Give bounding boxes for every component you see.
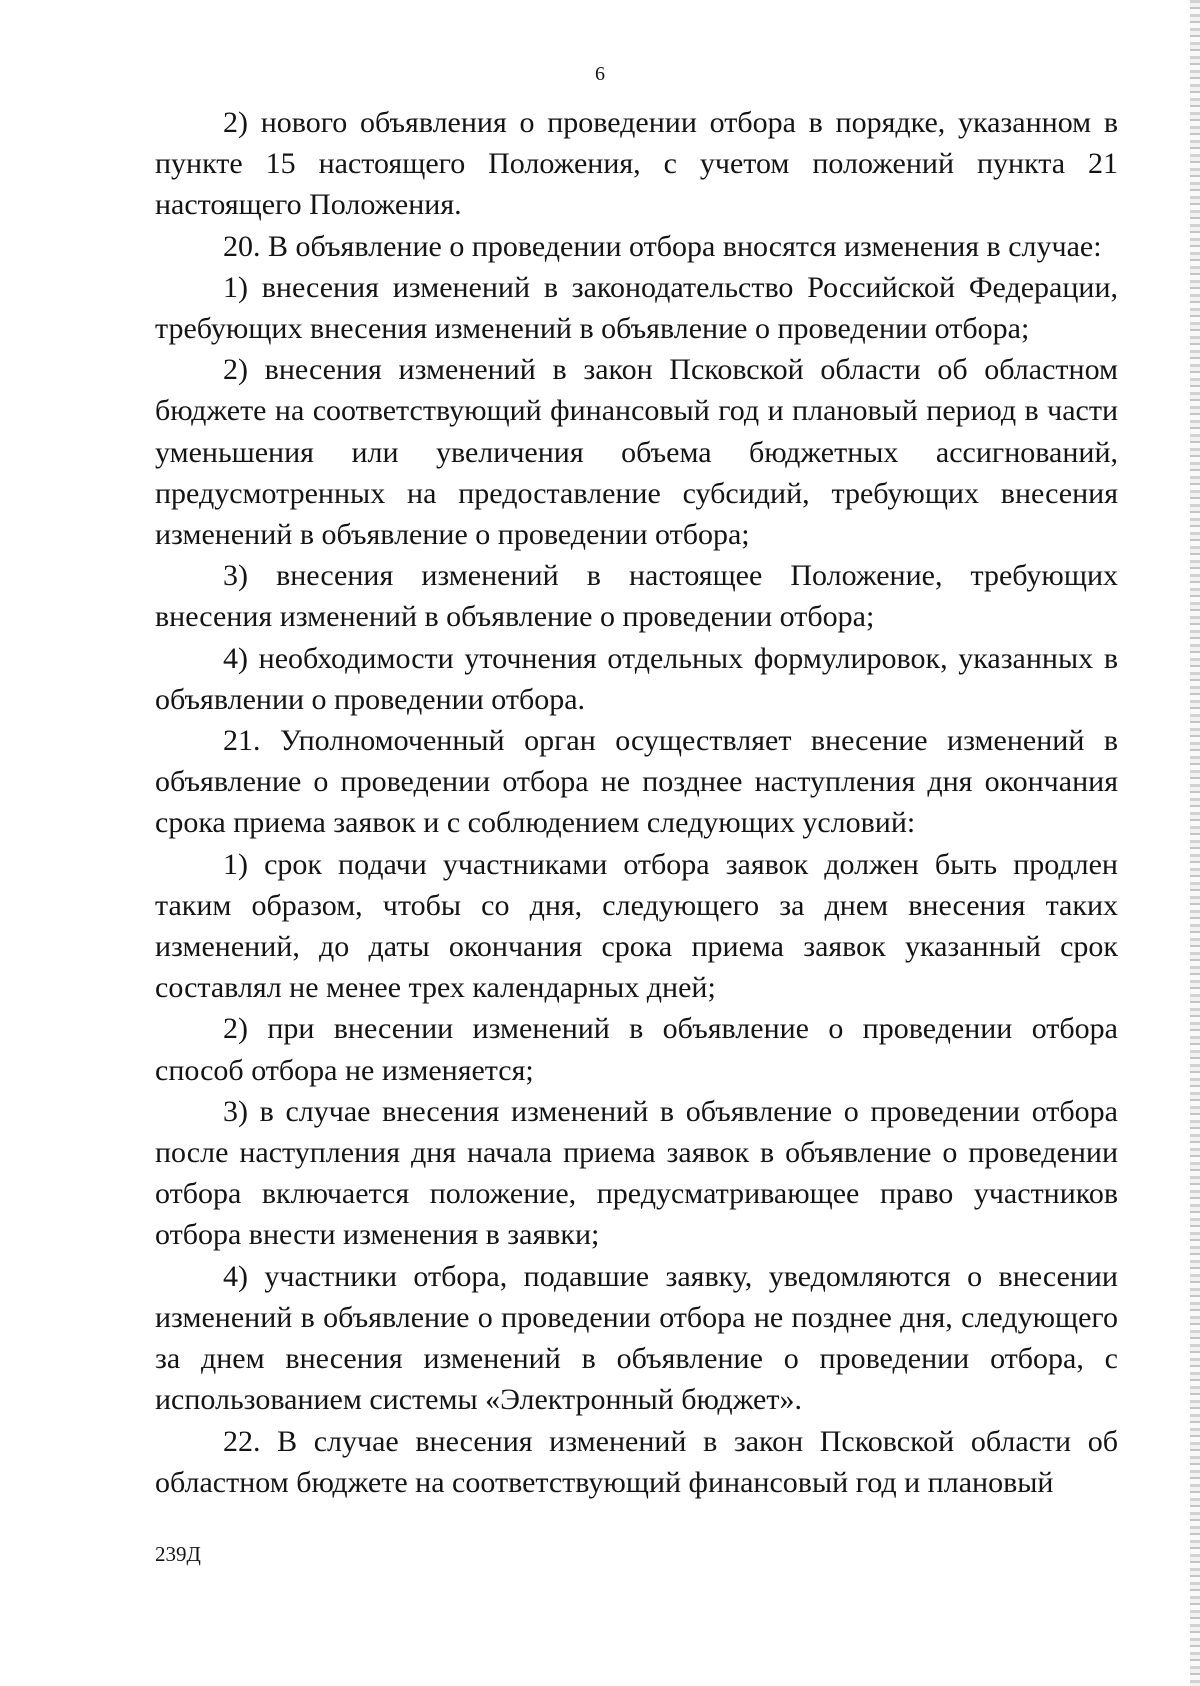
paragraph-clause-20-item-2: 2) внесения изменений в закон Псковской области об областном бюджете на соответствующий финансовый год и плановый период в части уменьшения или увеличения объема бюджетных ассигнований, предусмотренных на предоставление субсидий, требующих внесения изменений в объявление о проведении отбора; — [155, 353, 1118, 552]
paragraph-clause-20: 20. В объявление о проведении отбора вносятся изменения в случае: — [223, 229, 1102, 263]
paragraph-clause-21-item-4: 4) участники отбора, подавшие заявку, уведомляются о внесении изменений в объявление о проведении отбора не позднее дня, следующего за днем внесения изменений в объявление о проведении отбора, с использованием системы «Электронный бюджет». — [155, 1259, 1118, 1417]
paragraph-clause-22: 22. В случае внесения изменений в закон Псковской области об областном бюджете на соответствующий финансовый год и плановый — [155, 1424, 1118, 1499]
document-code: 239Д — [155, 1542, 201, 1566]
paragraph-item-2-new-announcement: 2) нового объявления о проведении отбора в порядке, указанном в пункте 15 настоящего Положения, с учетом положений пункта 21 настоящего Положения. — [155, 106, 1118, 222]
paragraph-clause-21-item-1: 1) срок подачи участниками отбора заявок должен быть продлен таким образом, чтобы со дня, следующего за днем внесения таких изменений, до даты окончания срока приема заявок указанный срок составлял не менее трех календарных дней; — [155, 847, 1118, 1005]
paragraph-clause-20-item-3: 3) внесения изменений в настоящее Положение, требующих внесения изменений в объявление о проведении отбора; — [155, 559, 1118, 634]
paragraph-clause-21-item-2: 2) при внесении изменений в объявление о проведении отбора способ отбора не изменяется; — [155, 1012, 1118, 1087]
page-number: 6 — [595, 63, 605, 85]
document-body — [155, 102, 1118, 1503]
paragraph-clause-20-item-4: 4) необходимости уточнения отдельных формулировок, указанных в объявлении о проведении отбора. — [155, 641, 1118, 716]
scan-edge — [1190, 0, 1200, 1686]
paragraph-clause-21-item-3: 3) в случае внесения изменений в объявление о проведении отбора после наступления дня начала приема заявок в объявление о проведении отбора включается положение, предусматривающее право участников отбора внести изменения в заявки; — [155, 1094, 1118, 1252]
paragraph-clause-21: 21. Уполномоченный орган осуществляет внесение изменений в объявление о проведении отбора не позднее наступления дня окончания срока приема заявок и с соблюдением следующих условий: — [155, 724, 1118, 840]
paragraph-clause-20-item-1: 1) внесения изменений в законодательство Российской Федерации, требующих внесения изменений в объявление о проведении отбора; — [155, 270, 1118, 346]
